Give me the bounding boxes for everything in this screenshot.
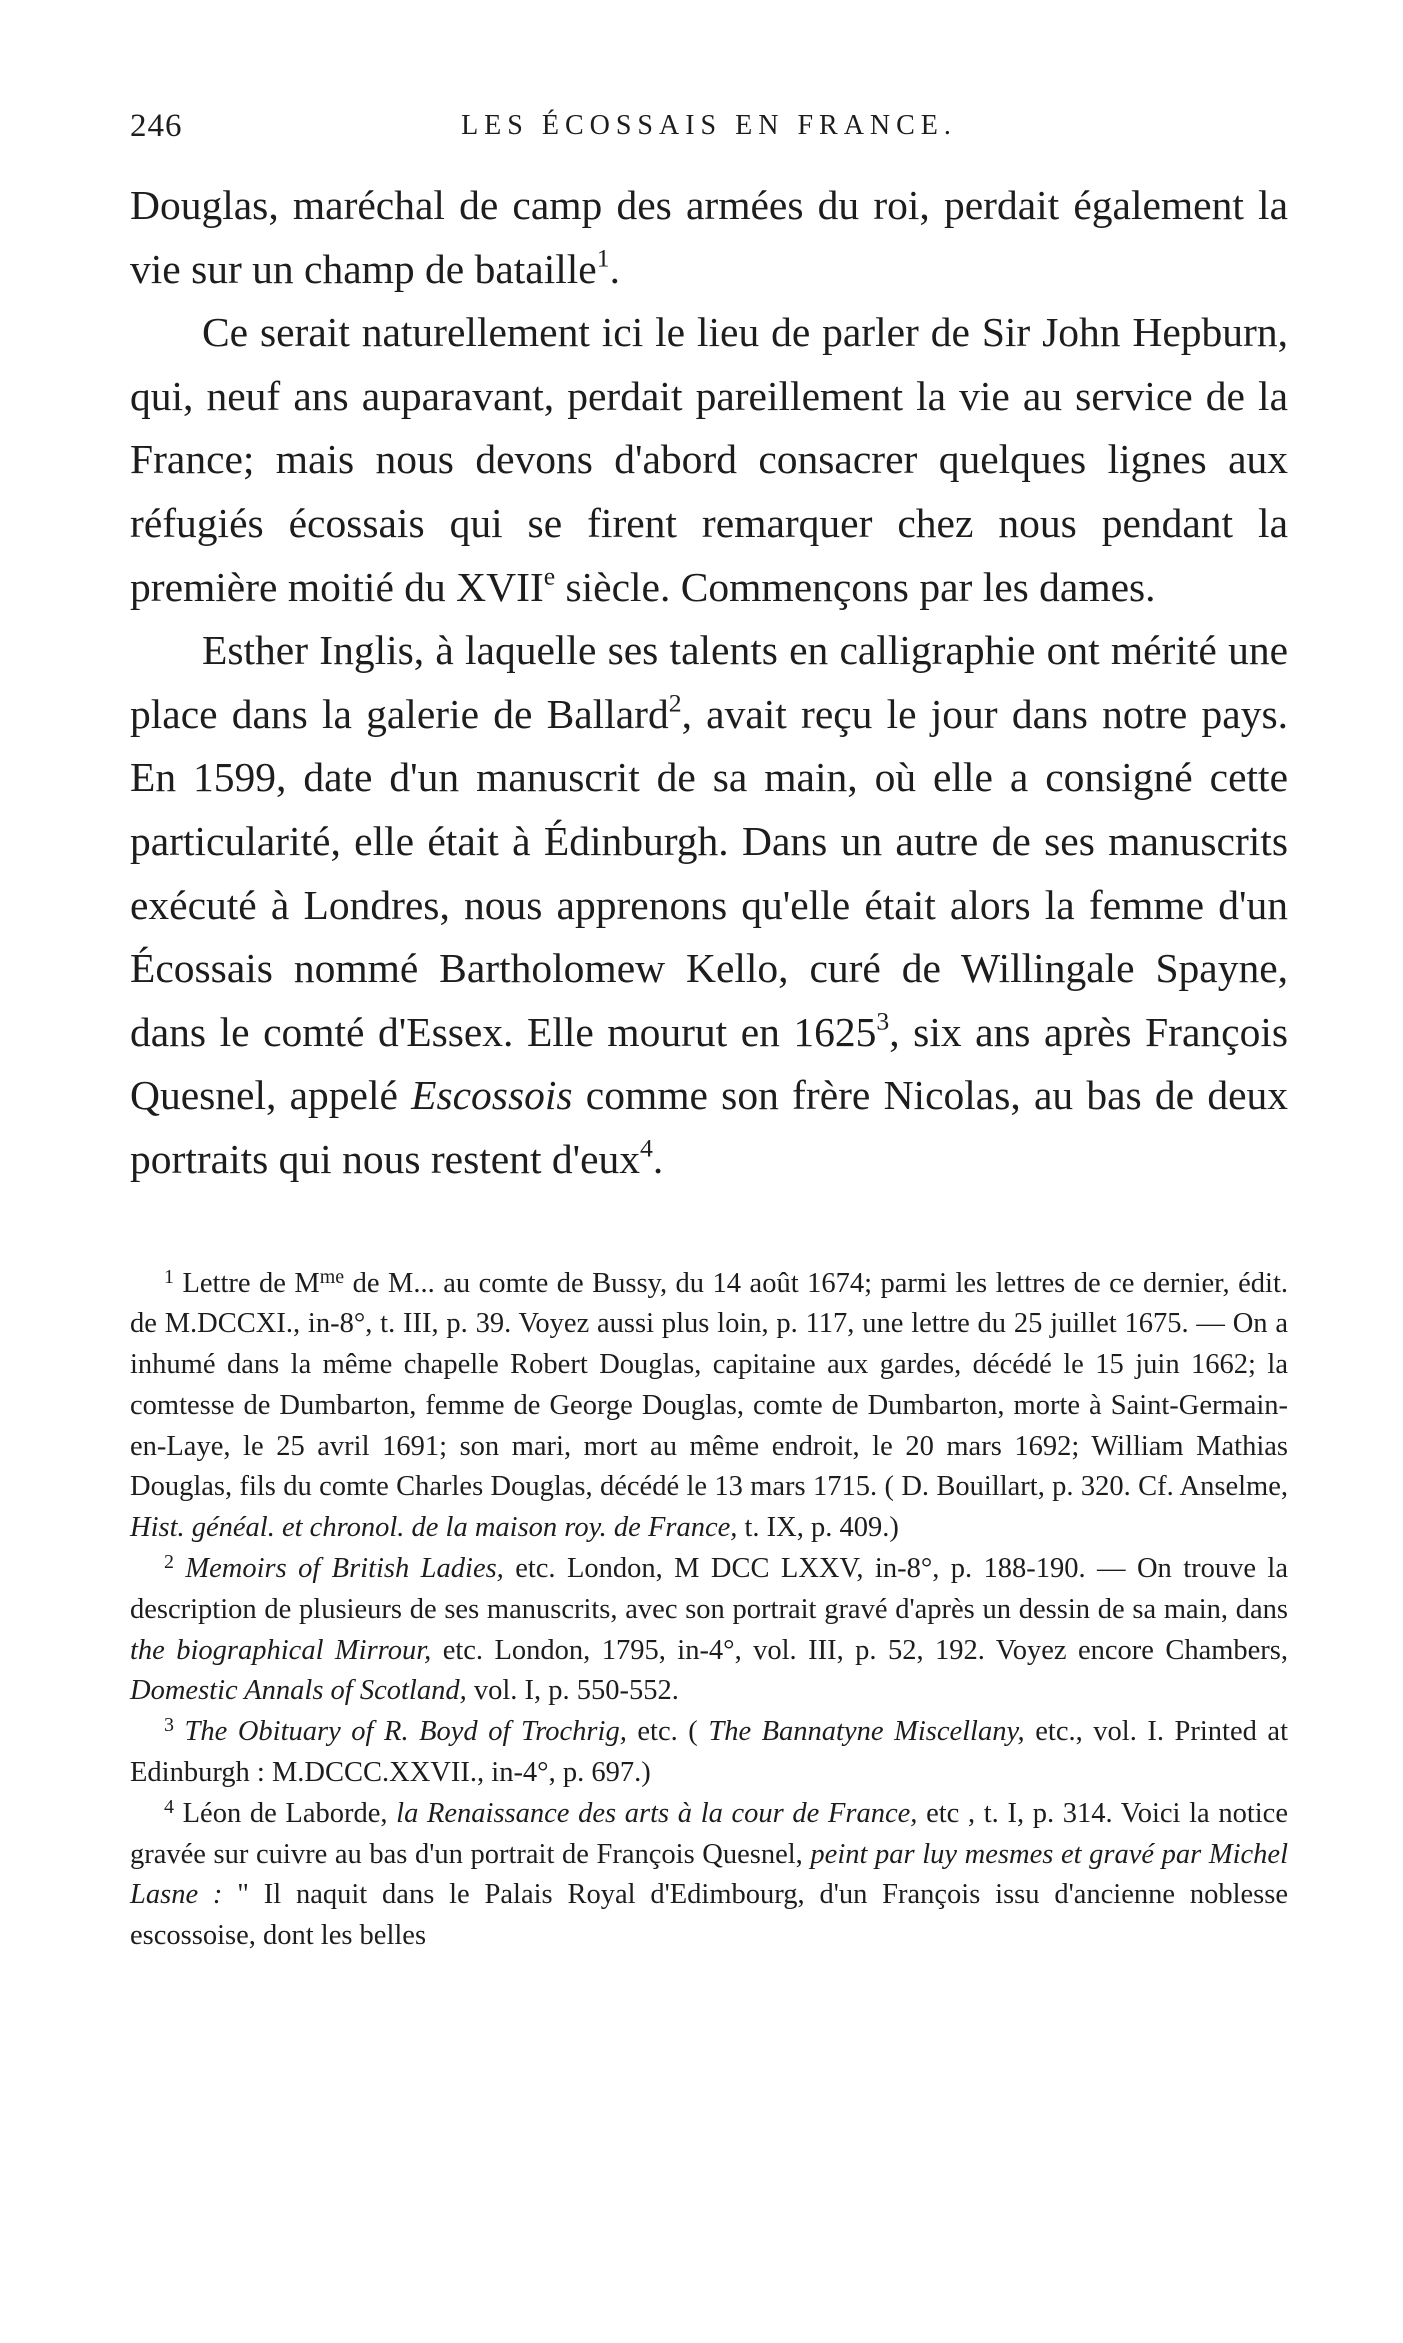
footnote-4 — [130, 1794, 1288, 1957]
italic-title: The Bannatyne Miscellany, — [708, 1716, 1025, 1748]
text-run: de M... au comte de Bussy, du 14 août 1674; parmi les lettres de ce dernier, édit. de M.DCCXI., in-8°, t. III, p. 39. Voyez aussi plus loin, p. 117, une lettre du 25 juillet 1675. — On a inhumé dans la même chapelle Robert Douglas, capitaine aux gardes, décédé le 15 juin 1662; la comtesse de Dumbarton, femme de George Douglas, comte de Dumbarton, morte à Saint-Germain-en-Laye, le 25 avril 1691; son mari, mort au même endroit, le 20 mars 1692; William Mathias Douglas, fils du comte Charles Douglas, décédé le 13 mars 1715. ( D. Bouillart, p. 320. Cf. Anselme, — [130, 1267, 1288, 1503]
footnote-number: 4 — [164, 1795, 174, 1818]
footnote-number: 2 — [164, 1551, 174, 1574]
text-run: Douglas, maréchal de camp des armées du roi, perdait également la vie sur un champ de bataille — [130, 182, 1288, 292]
book-page — [130, 108, 1288, 1957]
text-run: " Il naquit dans le Palais Royal d'Edimbourg, d'un François issu d'ancienne noblesse escossoise, dont les belles — [130, 1879, 1288, 1952]
text-run: etc., vol. I. Printed at Edinburgh : M.DCCC.XXVII., in-4°, p. 697.) — [130, 1716, 1289, 1789]
text-run: Léon de Laborde, — [173, 1797, 397, 1829]
footnote-number: 1 — [164, 1265, 174, 1288]
superscript: me — [319, 1265, 345, 1288]
page-number: 246 — [130, 108, 183, 144]
text-run: Esther Inglis, à laquelle ses talents en calligraphie ont mérité une place dans la galerie de Ballard — [130, 627, 1288, 737]
italic-title: Domestic Annals of Scotland, — [130, 1675, 467, 1707]
footnote-1 — [130, 1264, 1288, 1550]
footnotes — [130, 1264, 1288, 1958]
italic-title: peint par luy mesmes et gravé par Michel Lasne : — [130, 1838, 1288, 1911]
text-run: etc , t. I, p. 314. Voici la notice gravée sur cuivre au bas d'un portrait de François Quesnel, — [130, 1797, 1288, 1870]
paragraph-2 — [130, 301, 1288, 619]
text-run: etc. London, M DCC LXXV, in-8°, p. 188-190. — On trouve la description de plusieurs de ses manuscrits, avec son portrait gravé d'après un dessin de sa main, dans — [130, 1553, 1288, 1625]
paragraph-3 — [130, 619, 1288, 1191]
italic-title: the biographical Mirrour, — [130, 1634, 432, 1666]
text-run: vol. I, p. 550-552. — [466, 1675, 679, 1707]
text-run: . — [609, 245, 620, 292]
running-title: LES ÉCOSSAIS EN FRANCE. — [461, 110, 957, 141]
text-run: etc. ( — [626, 1716, 709, 1748]
footnote-3 — [130, 1712, 1288, 1794]
text-run: siècle. Commençons par les dames. — [555, 563, 1156, 610]
italic-title: The Obituary of R. Boyd of Trochrig, — [173, 1716, 627, 1748]
footnote-ref-2: 2 — [668, 688, 682, 718]
italic-title: Memoirs of British Ladies, — [173, 1553, 504, 1585]
italic-term: Escossois — [411, 1072, 573, 1119]
text-run: etc. London, 1795, in-4°, vol. III, p. 52, 192. Voyez encore Chambers, — [431, 1634, 1289, 1666]
text-run: , six ans après François Quesnel, appelé — [130, 1008, 1288, 1119]
footnote-ref-3: 3 — [876, 1006, 890, 1035]
footnote-ref-1: 1 — [596, 242, 610, 272]
text-run: . — [652, 1135, 664, 1182]
text-run: t. IX, p. 409.) — [737, 1512, 899, 1544]
italic-title: la Renaissance des arts à la cour de France, — [396, 1797, 918, 1829]
paragraph-1 — [130, 174, 1288, 301]
text-run: Lettre de M — [173, 1267, 320, 1299]
footnote-2 — [130, 1549, 1288, 1712]
footnote-number: 3 — [164, 1714, 174, 1737]
text-run: , avait reçu le jour dans notre pays. En 1599, date d'un manuscrit de sa main, où elle a consigné cette particularité, elle était à Édinburgh. Dans un autre de ses manuscrits exécuté à Londres, nous apprenons qu'elle était alors la femme d'un Écossais nommé Bartholomew Kello, curé de Willingale Spayne, dans le comté d'Essex. Elle mourut en 1625 — [130, 690, 1288, 1055]
century-superscript: e — [543, 560, 556, 590]
page-header — [130, 108, 1288, 164]
text-run: comme son frère Nicolas, au bas de deux portraits qui nous restent d'eux — [130, 1072, 1289, 1182]
text-run: Ce serait naturellement ici le lieu de parler de Sir John Hepburn, qui, neuf ans auparavant, perdait pareillement la vie au service de la France; mais nous devons d'abord consacrer quelques lignes aux réfugiés écossais qui se firent remarquer chez nous pendant la première moitié du XVII — [130, 309, 1288, 610]
footnote-ref-4: 4 — [640, 1133, 653, 1163]
main-text — [130, 174, 1288, 1192]
italic-title: Hist. généal. et chronol. de la maison roy. de France, — [130, 1512, 738, 1544]
